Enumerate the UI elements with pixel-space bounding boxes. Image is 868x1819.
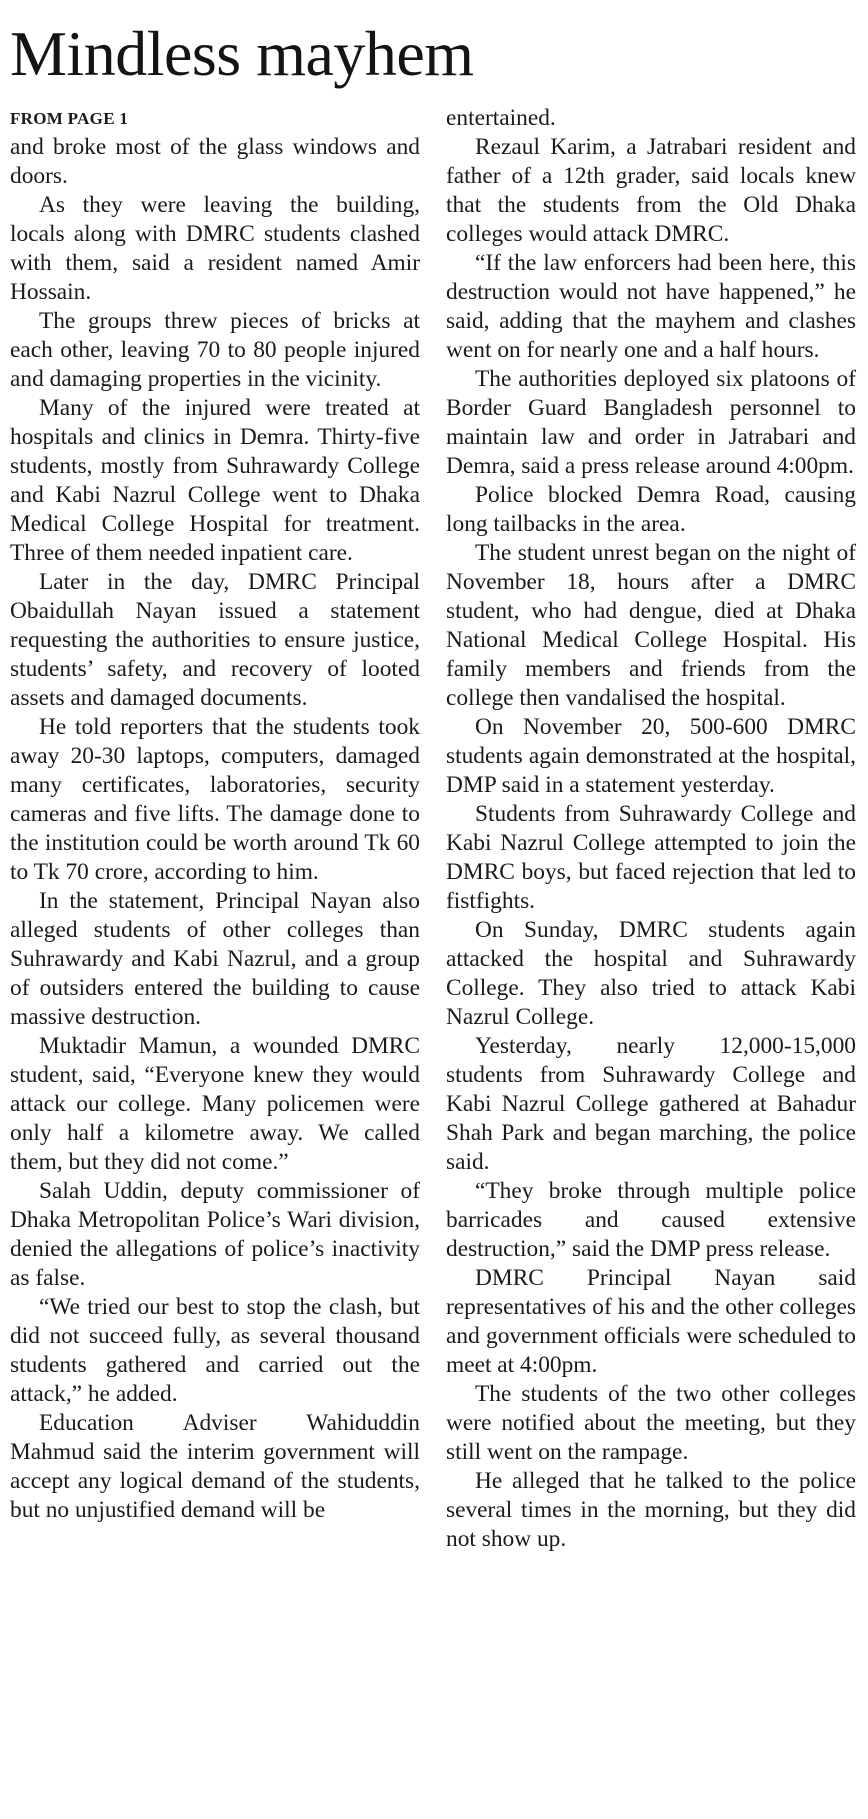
paragraph: As they were leaving the building, locals along with DMRC students clashed with them, said a resident named Amir Hossain. bbox=[10, 192, 420, 305]
paragraph: entertained. bbox=[446, 105, 556, 131]
paragraph: On November 20, 500-600 DMRC students again demonstrated at the hospital, DMP said in a statement yesterday. bbox=[446, 714, 856, 798]
paragraph: The student unrest began on the night of November 18, hours after a DMRC student, who had dengue, died at Dhaka National Medical College Hospital. His family members and friends from the college then vandalised the hospital. bbox=[446, 540, 856, 711]
paragraph: The students of the two other colleges were notified about the meeting, but they still went on the rampage. bbox=[446, 1381, 856, 1465]
paragraph: The groups threw pieces of bricks at each other, leaving 70 to 80 people injured and damaging properties in the vicinity. bbox=[10, 308, 420, 392]
paragraph: Later in the day, DMRC Principal Obaidullah Nayan issued a statement requesting the authorities to ensure justice, students’ safety, and recovery of looted assets and damaged documents. bbox=[10, 569, 420, 711]
paragraph: The authorities deployed six platoons of Border Guard Bangladesh personnel to maintain law and order in Jatrabari and Demra, said a press release around 4:00pm. bbox=[446, 366, 856, 479]
paragraph: Education Adviser Wahiduddin Mahmud said the interim government will accept any logical demand of the students, but no unjustified demand will be bbox=[10, 1410, 420, 1523]
paragraph: Students from Suhrawardy College and Kabi Nazrul College attempted to join the DMRC boys, but faced rejection that led to fistfights. bbox=[446, 801, 856, 914]
paragraph: DMRC Principal Nayan said representatives of his and the other colleges and government officials were scheduled to meet at 4:00pm. bbox=[446, 1265, 856, 1378]
paragraph: “We tried our best to stop the clash, but did not succeed fully, as several thousand students gathered and carried out the attack,” he added. bbox=[10, 1294, 420, 1407]
paragraph: Police blocked Demra Road, causing long tailbacks in the area. bbox=[446, 482, 856, 537]
paragraph: Rezaul Karim, a Jatrabari resident and father of a 12th grader, said locals knew that the students from the Old Dhaka colleges would attack DMRC. bbox=[446, 134, 856, 247]
headline: Mindless mayhem bbox=[10, 18, 474, 89]
paragraph: Many of the injured were treated at hospitals and clinics in Demra. Thirty-five students, mostly from Suhrawardy College and Kabi Nazrul College went to Dhaka Medical College Hospital for treatment. Three of them needed inpatient care. bbox=[10, 395, 420, 566]
article-column-right bbox=[446, 104, 856, 1554]
paragraph: In the statement, Principal Nayan also alleged students of other colleges than Suhrawardy and Kabi Nazrul, and a group of outsiders entered the building to cause massive destruction. bbox=[10, 888, 420, 1030]
paragraph: “If the law enforcers had been here, this destruction would not have happened,” he said, adding that the mayhem and clashes went on for nearly one and a half hours. bbox=[446, 250, 856, 363]
paragraph: Yesterday, nearly 12,000-15,000 students from Suhrawardy College and Kabi Nazrul College gathered at Bahadur Shah Park and began marching, the police said. bbox=[446, 1033, 856, 1175]
paragraph: Salah Uddin, deputy commissioner of Dhaka Metropolitan Police’s Wari division, denied the allegations of police’s inactivity as false. bbox=[10, 1178, 420, 1291]
article-column-left bbox=[10, 104, 420, 1525]
paragraph: He alleged that he talked to the police several times in the morning, but they did not show up. bbox=[446, 1468, 856, 1552]
paragraph: and broke most of the glass windows and doors. bbox=[10, 134, 420, 189]
paragraph: “They broke through multiple police barricades and caused extensive destruction,” said the DMP press release. bbox=[446, 1178, 856, 1262]
paragraph: He told reporters that the students took away 20-30 laptops, computers, damaged many certificates, laboratories, security cameras and five lifts. The damage done to the institution could be worth around Tk 60 to Tk 70 crore, according to him. bbox=[10, 714, 420, 885]
paragraph: On Sunday, DMRC students again attacked the hospital and Suhrawardy College. They also tried to attack Kabi Nazrul College. bbox=[446, 917, 856, 1030]
jump-label: FROM PAGE 1 bbox=[10, 109, 129, 128]
paragraph: Muktadir Mamun, a wounded DMRC student, said, “Everyone knew they would attack our college. Many policemen were only half a kilometre away. We called them, but they did not come.” bbox=[10, 1033, 420, 1175]
